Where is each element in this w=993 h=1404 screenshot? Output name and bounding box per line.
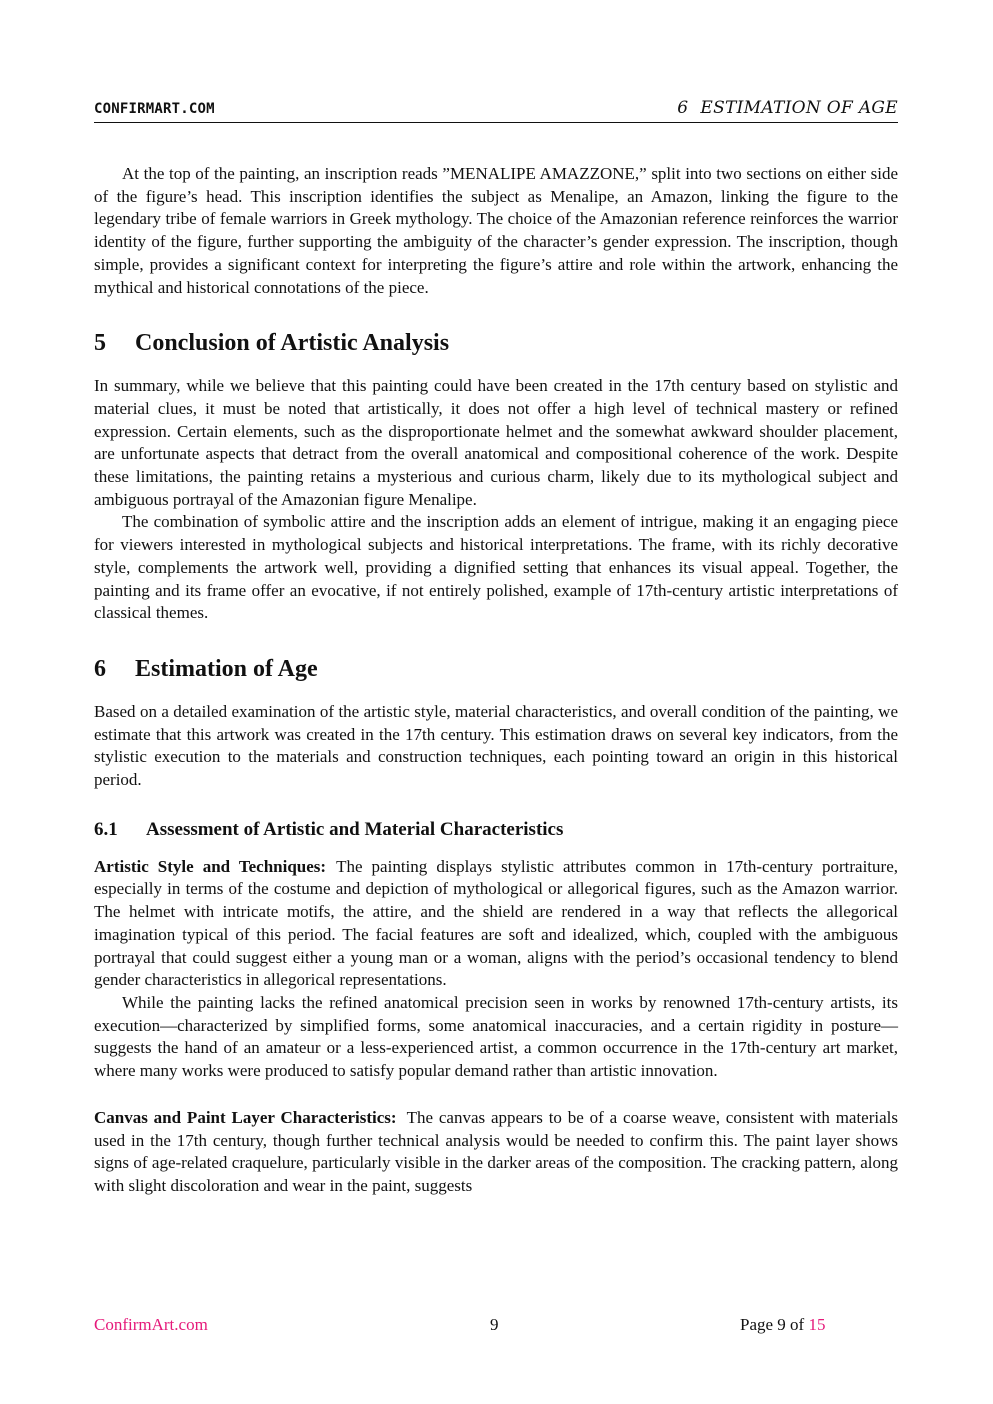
subsection-heading-assessment <box>94 818 898 842</box>
subsection-title: Assessment of Artistic and Material Characteristics <box>146 818 564 840</box>
footer-page-count <box>740 1315 825 1335</box>
canvas-text: The canvas appears to be of a coarse weave, consistent with materials used in the 17th century, though further technical analysis would be needed to confirm this. The paint layer shows signs of age-related craquelure, particularly visible in the darker areas of the composition. The cracking pattern, along with slight discoloration and wear in the paint, suggests <box>94 1107 898 1195</box>
footer-page-prefix: Page 9 of <box>740 1315 805 1334</box>
subsection-number: 6.1 <box>94 818 118 840</box>
paragraph-spacer <box>94 1083 898 1107</box>
conclusion-paragraph-2: The combination of symbolic attire and the inscription adds an element of intrigue, making it an engaging piece for viewers interested in mythological subjects and historical interpretations. The frame, with its richly decorative style, complements the artwork well, providing a dignified setting that enhances its visual appeal. Together, the painting and its frame offer an evocative, if not entirely polished, example of 17th-century artistic interpretations of classical themes. <box>94 512 898 623</box>
page-body <box>94 163 898 1198</box>
footer-page-number: 9 <box>490 1315 499 1334</box>
document-page <box>94 0 898 1404</box>
artistic-style-paragraph <box>94 856 898 992</box>
artistic-style-text: The painting displays stylistic attributes common in 17th-century portraiture, especially in terms of the costume and depiction of mythological or allegorical figures, such as the Amazon warrior. The helmet with intricate motifs, the attire, and the shield are rendered in a way that reflects the allegorical imagination typical of this period. The facial features are soft and idealized, which, coupled with the ambiguous portrayal that could suggest either a young man or a woman, aligns with the period’s occasional tendency to blend gender characteristics in allegorical representations. <box>94 856 898 990</box>
section-heading-estimation <box>94 655 898 683</box>
inscription-paragraph: At the top of the painting, an inscription reads ”MENALIPE AMAZZONE,” split into two sections on either side of the figure’s head. This inscription identifies the subject as Menalipe, an Amazon, linking the figure to the legendary tribe of female warriors in Greek mythology. The choice of the Amazonian reference reinforces the warrior identity of the figure, further supporting the ambiguity of the character’s gender expression. The inscription, though simple, provides a significant context for interpreting the figure’s attire and role within the artwork, enhancing the mythical and historical connotations of the piece. <box>94 164 898 297</box>
canvas-paragraph <box>94 1107 898 1198</box>
page-header <box>94 96 898 123</box>
conclusion-paragraph-1: In summary, while we believe that this painting could have been created in the 17th century based on stylistic and material clues, it must be noted that artistically, it does not offer a high level of technical mastery or refined expression. Certain elements, such as the disproportionate helmet and the somewhat awkward shoulder placement, are unfortunate aspects that detract from the overall anatomical and compositional coherence of the work. Despite these limitations, the painting retains a mysterious and curious charm, likely due to its mythological subject and ambiguous portrayal of the Amazonian figure Menalipe. <box>94 376 898 509</box>
running-head-title: ESTIMATION OF AGE <box>700 98 898 118</box>
section-title: Estimation of Age <box>135 655 318 682</box>
confirmart-logo: CONFIRMART.COM <box>94 101 215 117</box>
section-title: Conclusion of Artistic Analysis <box>135 330 450 357</box>
estimation-paragraph: Based on a detailed examination of the artistic style, material characteristics, and overall condition of the painting, we estimate that this artwork was created in the 17th century. This estimation draws on several key indicators, from the stylistic execution to the materials and construction techniques, each pointing toward an origin in this historical period. <box>94 701 898 790</box>
running-head <box>677 98 898 118</box>
canvas-heading: Canvas and Paint Layer Characteristics: <box>94 1107 397 1127</box>
footer-site-link[interactable]: ConfirmArt.com <box>94 1315 208 1334</box>
running-head-number: 6 <box>677 98 689 118</box>
section-number: 6 <box>94 655 106 682</box>
section-heading-conclusion <box>94 329 898 357</box>
artistic-style-heading: Artistic Style and Techniques: <box>94 856 327 876</box>
artistic-style-continuation: While the painting lacks the refined anatomical precision seen in works by renowned 17th-century artists, its execution—characterized by simplified forms, some anatomical inaccuracies, and a certain rigidity in posture—suggests the hand of an amateur or a less-experienced artist, a common occurrence in the 17th-century art market, where many works were produced to satisfy popular demand rather than artistic innovation. <box>94 992 898 1081</box>
footer-total-pages-link[interactable]: 15 <box>808 1315 826 1334</box>
section-number: 5 <box>94 330 106 357</box>
